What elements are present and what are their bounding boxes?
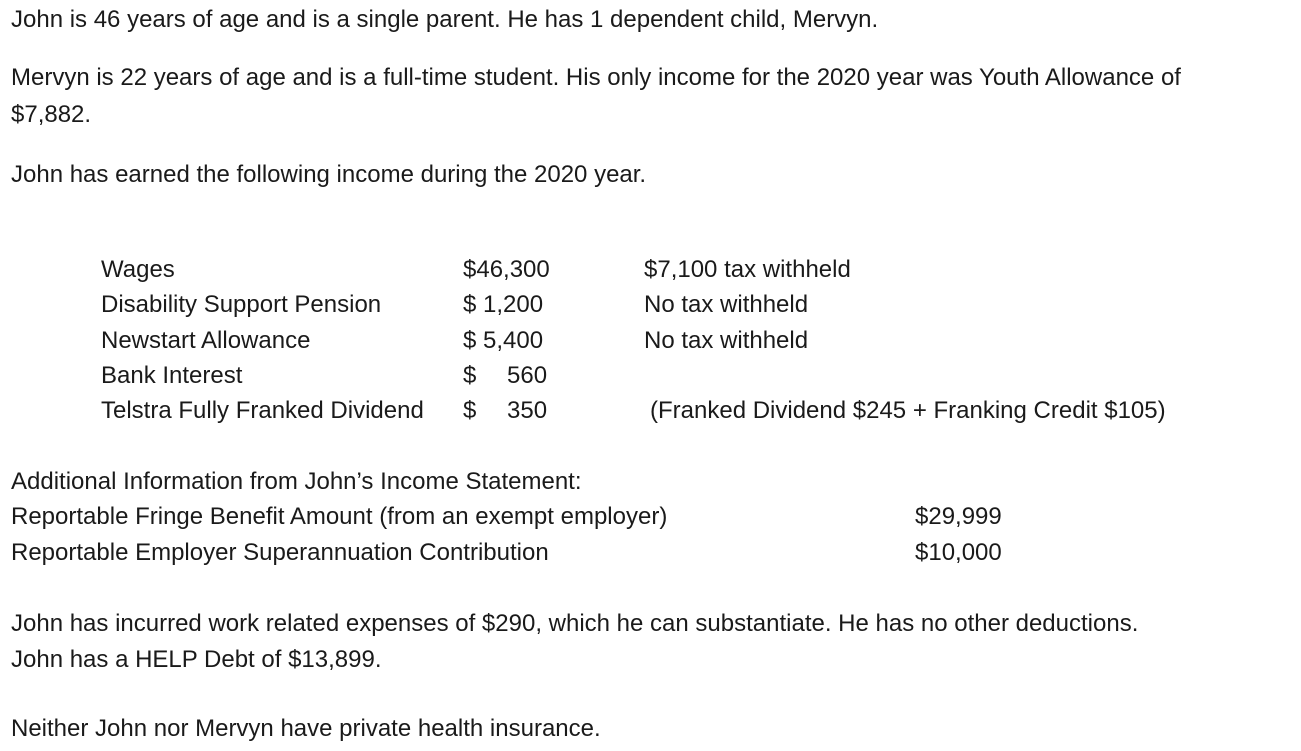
intro-line-2b: $7,882. (11, 101, 92, 128)
additional-value: $29,999 (915, 503, 1002, 531)
intro-line-3: John has earned the following income during the 2020 year. (11, 161, 647, 188)
income-row-bank-interest (101, 361, 1251, 396)
income-note: (Franked Dividend $245 + Franking Credit $105) (650, 397, 1166, 425)
income-note: $7,100 tax withheld (644, 256, 851, 283)
additional-heading: Additional Information from John’s Income Statement: (11, 468, 582, 495)
income-name: Bank Interest (101, 361, 243, 389)
income-amount: 560 (507, 361, 548, 389)
additional-row-super (11, 538, 1111, 573)
income-name: Telstra Fully Franked Dividend (101, 397, 424, 425)
closing-line-2: John has a HELP Debt of $13,899. (11, 646, 382, 673)
income-amount: $ 5,400 (463, 326, 544, 354)
income-note: No tax withheld (644, 326, 809, 354)
income-amount: $46,300 (463, 256, 550, 283)
additional-label: Reportable Fringe Benefit Amount (from an exempt employer) (11, 503, 668, 531)
income-amount: $ 1,200 (463, 291, 544, 319)
additional-info (11, 467, 1111, 573)
income-name: Wages (101, 256, 175, 283)
income-table (101, 255, 1251, 431)
income-row-newstart (101, 326, 1251, 361)
additional-label: Reportable Employer Superannuation Contribution (11, 538, 549, 566)
income-note: No tax withheld (644, 291, 809, 319)
income-row-wages (101, 255, 1251, 290)
income-currency: $ (463, 397, 477, 425)
additional-value: $10,000 (915, 538, 1002, 566)
income-row-dividend (101, 396, 1251, 431)
closing-line-1: John has incurred work related expenses of $290, which he can substantiate. He has no other deductions. (11, 610, 1139, 637)
income-row-disability (101, 290, 1251, 325)
income-currency: $ (463, 361, 477, 389)
closing-line-3: Neither John nor Mervyn have private health insurance. (11, 715, 601, 742)
income-name: Disability Support Pension (101, 291, 382, 319)
additional-heading-row (11, 467, 1111, 502)
intro-line-1: John is 46 years of age and is a single parent. He has 1 dependent child, Mervyn. (11, 6, 879, 33)
income-name: Newstart Allowance (101, 326, 311, 354)
income-amount: 350 (507, 397, 548, 425)
additional-row-fringe-benefit (11, 502, 1111, 537)
intro-line-2a: Mervyn is 22 years of age and is a full-time student. His only income for the 2020 year was Youth Allowance of (11, 64, 1181, 91)
